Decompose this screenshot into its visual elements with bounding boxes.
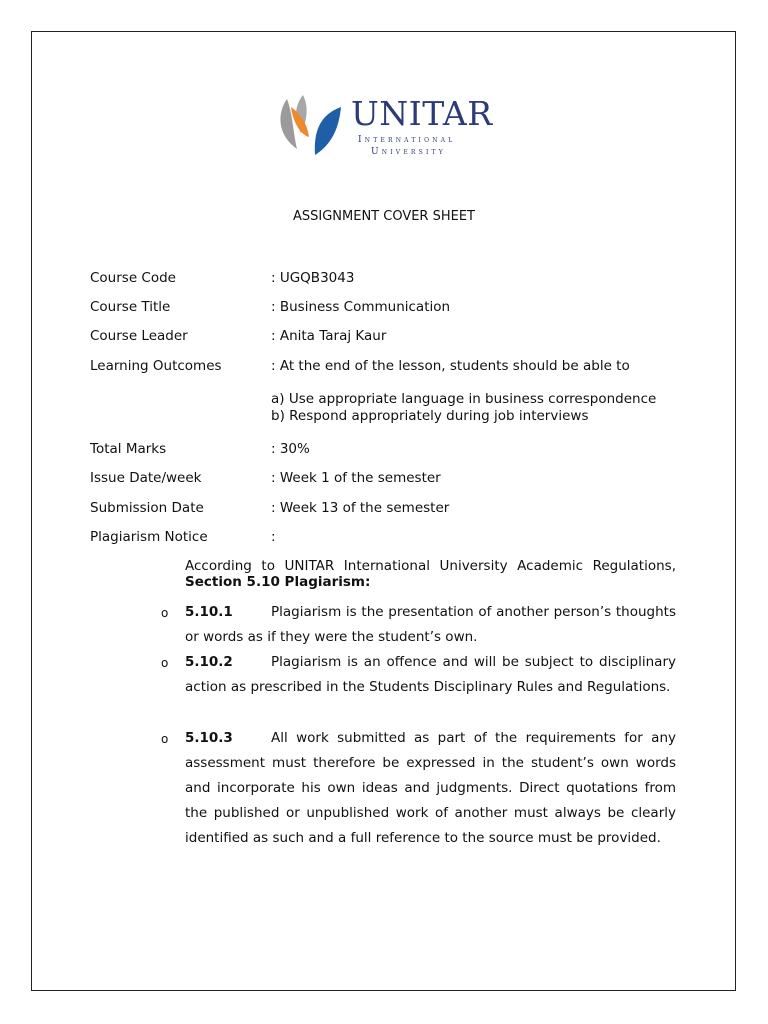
field-label: Plagiarism Notice	[90, 529, 208, 545]
logo-subtitle-1: International	[358, 135, 456, 145]
field-value: : UGQB3043	[271, 270, 355, 286]
field-value: :	[271, 529, 276, 545]
bullet-marker: o	[161, 656, 169, 670]
clause-number: 5.10.2	[185, 654, 233, 670]
field-value: : Anita Taraj Kaur	[271, 328, 387, 344]
page-title: ASSIGNMENT COVER SHEET	[292, 209, 475, 224]
bullet-marker: o	[161, 732, 169, 746]
logo-wordmark: UNITAR	[351, 94, 493, 133]
clause-text: Plagiarism is the presentation of another person’s thoughts or words as if they were the student’s own.	[185, 604, 676, 645]
outcome-item: b) Respond appropriately during job interviews	[271, 407, 589, 424]
logo-subtitle-2: University	[371, 147, 446, 157]
field-value: : At the end of the lesson, students should be able to	[271, 358, 630, 374]
field-label: Course Leader	[90, 328, 188, 344]
field-label: Course Code	[90, 270, 176, 286]
field-label: Course Title	[90, 299, 171, 315]
plagiarism-item	[185, 650, 676, 700]
plagiarism-intro: According to UNITAR International University Academic Regulations,	[185, 558, 676, 574]
clause-number: 5.10.3	[185, 730, 233, 746]
unitar-logo	[273, 93, 498, 165]
field-label: Total Marks	[90, 441, 167, 457]
field-value: : Week 13 of the semester	[271, 500, 450, 516]
field-label: Submission Date	[90, 500, 204, 516]
field-label: Learning Outcomes	[90, 358, 222, 374]
field-value: : Week 1 of the semester	[271, 470, 441, 486]
field-label: Issue Date/week	[90, 470, 202, 486]
clause-text: Plagiarism is an offence and will be subject to disciplinary action as prescribed in the Students Disciplinary Rules and Regulations.	[185, 654, 676, 695]
bullet-marker: o	[161, 606, 169, 620]
plagiarism-section-heading: Section 5.10 Plagiarism:	[185, 574, 371, 590]
clause-number: 5.10.1	[185, 604, 233, 620]
plagiarism-item	[185, 726, 676, 851]
learning-outcomes-list	[271, 391, 656, 424]
leaf-logo-icon	[273, 93, 345, 165]
clause-text: All work submitted as part of the requirements for any assessment must therefore be expressed in the student’s own words and incorporate his own ideas and judgments. Direct quotations from the published or unpublished work of another must always be clearly identified as such and a full reference to the source must be provided.	[185, 730, 676, 846]
field-value: : Business Communication	[271, 299, 451, 315]
outcome-item: a) Use appropriate language in business correspondence	[271, 391, 657, 407]
plagiarism-item	[185, 600, 676, 650]
field-value: : 30%	[271, 441, 310, 457]
